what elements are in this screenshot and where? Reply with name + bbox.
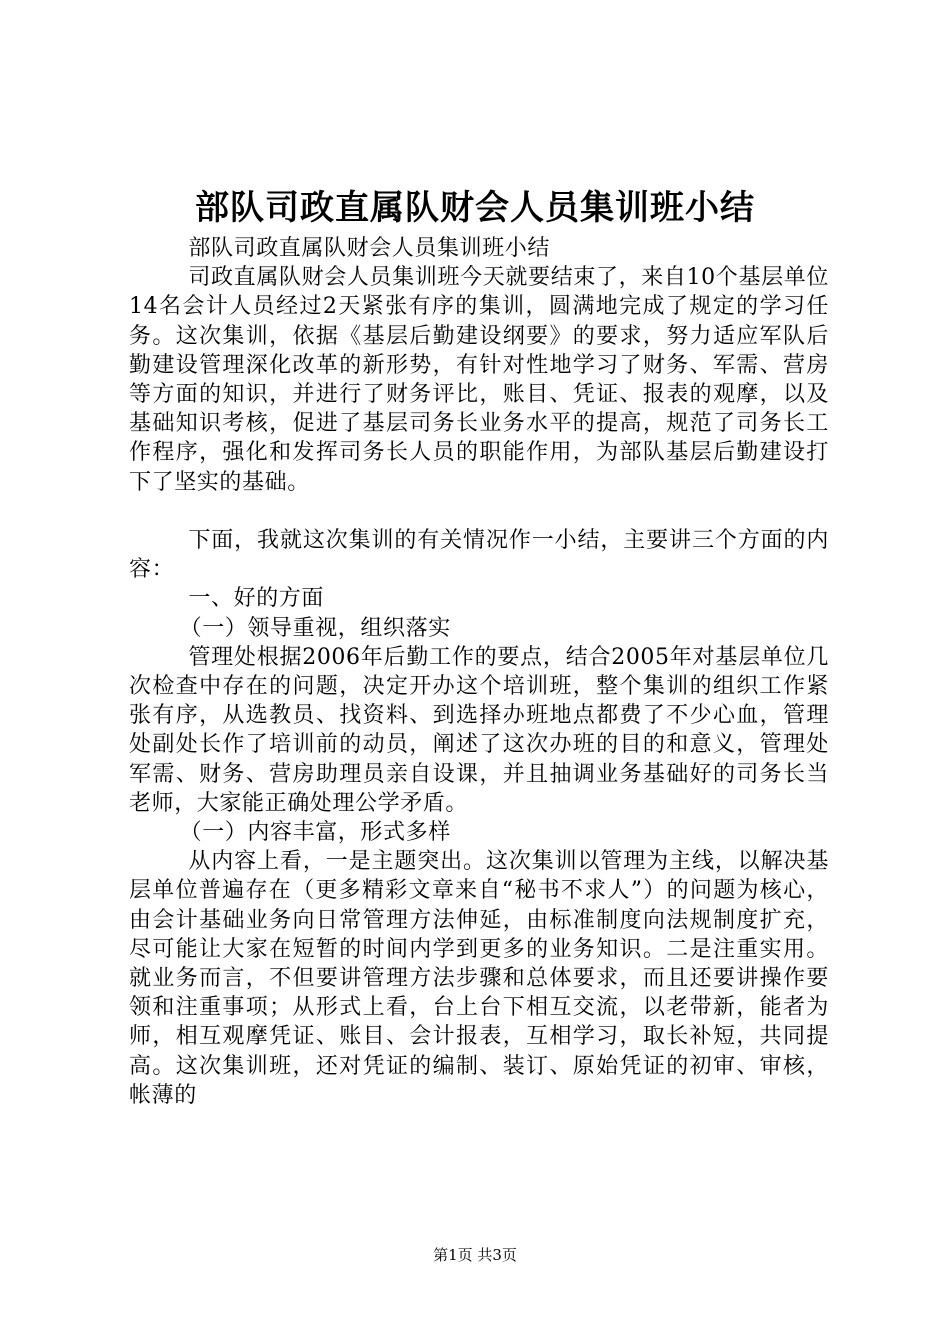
- document-body: [129, 234, 829, 1110]
- overview-paragraph: 下面，我就这次集训的有关情况作一小结，主要讲三个方面的内容：: [129, 528, 829, 583]
- page-footer: 第1页 共3页: [433, 1246, 517, 1264]
- content-paragraph: 从内容上看，一是主题突出。这次集训以管理为主线，以解决基层单位普遍存在（更多精彩文章来自“秘书不求人”）的问题为核心，由会计基础业务向日常管理方法伸延，由标准制度向法规制度扩充，尽可能让大家在短暂的时间内学到更多的业务知识。二是注重实用。就业务而言，不但要讲管理方法步骤和总体要求，而且还要讲操作要领和注重事项；从形式上看，台上台下相互交流，以老带新，能者为师，相互观摩凭证、账目、会计报表，互相学习，取长补短，共同提高。这次集训班，还对凭证的编制、装订、原始凭证的初审、审核，帐薄的: [129, 849, 829, 1108]
- subsection-heading-content: （一）内容丰富，形式多样: [179, 820, 451, 846]
- intro-paragraph: 司政直属队财会人员集训班今天就要结束了，来自10个基层单位14名会计人员经过2天紧张有序的集训，圆满地完成了规定的学习任务。这次集训，依据《基层后勤建设纲要》的要求，努力适应军队后勤建设管理深化改革的新形势，有针对性地学习了财务、军需、营房等方面的知识，并进行了财务评比，账目、凭证、报表的观摩，以及基础知识考核，促进了基层司务长业务水平的提高，规范了司务长工作程序，强化和发挥司务长人员的职能作用，为部队基层后勤建设打下了坚实的基础。: [129, 265, 829, 495]
- document-title: 部队司政直属队财会人员集训班小结: [195, 188, 755, 228]
- leadership-paragraph: 管理处根据2006年后勤工作的要点，结合2005年对基层单位几次检查中存在的问题，决定开办这个培训班，整个集训的组织工作紧张有序，从选教员、找资料、到选择办班地点都费了不少心血，管理处副处长作了培训前的动员，阐述了这次办班的目的和意义，管理处军需、财务、营房助理员亲自设课，并且抽调业务基础好的司务长当老师，大家能正确处理公学矛盾。: [129, 644, 829, 816]
- subtitle-line: 部队司政直属队财会人员集训班小结: [188, 236, 550, 261]
- section-heading-good-aspects: 一、好的方面: [188, 586, 324, 612]
- subsection-heading-leadership: （一）领导重视，组织落实: [179, 615, 451, 641]
